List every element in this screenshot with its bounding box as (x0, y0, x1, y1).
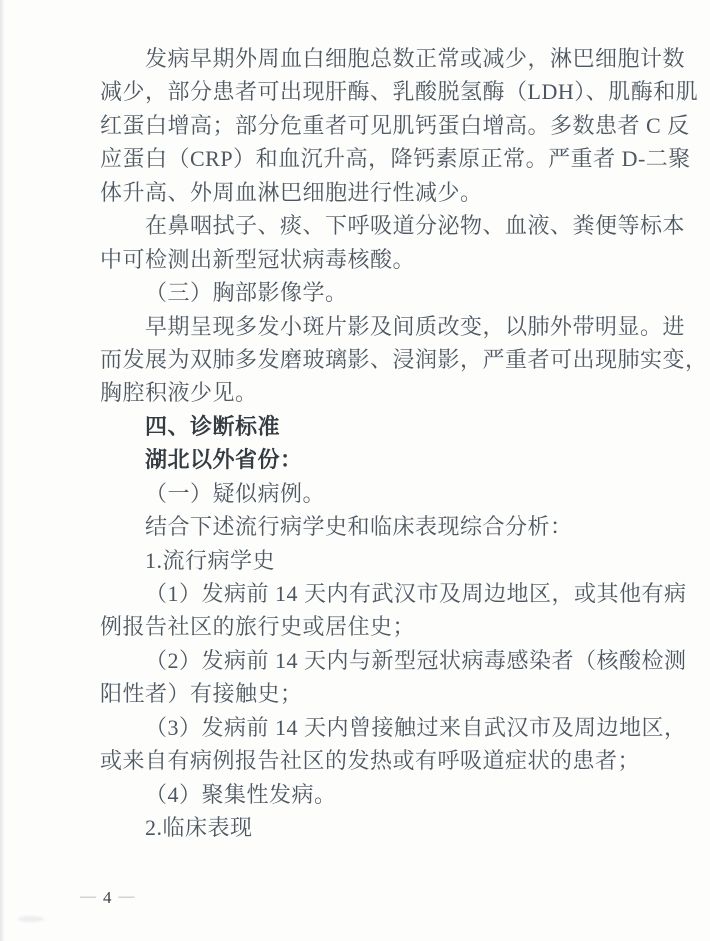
text-line: 中可检测出新型冠状病毒核酸。 (100, 246, 416, 272)
section-heading-outside-hubei: 湖北以外省份： (145, 447, 303, 473)
text-line: （2）发病前 14 天内与新型冠状病毒感染者（核酸检测 (145, 647, 687, 673)
section-heading-chest-imaging: （三）胸部影像学。 (145, 280, 348, 306)
document-page-body (100, 42, 708, 845)
section-heading-suspected-case: （一）疑似病例。 (145, 480, 326, 506)
footer-page-number: 4 (103, 888, 112, 907)
scan-smudge-artifact (18, 916, 44, 922)
section-heading-epidemiology-history: 1.流行病学史 (145, 547, 276, 573)
footer-dash-left: — (80, 888, 96, 905)
text-line: 阳性者）有接触史； (100, 681, 303, 707)
section-heading-clinical-manifestation: 2.临床表现 (145, 815, 253, 841)
text-line: 结合下述流行病学史和临床表现综合分析： (145, 514, 573, 540)
text-line: 而发展为双肺多发磨玻璃影、浸润影，严重者可出现肺实变， (100, 346, 708, 372)
section-heading-diagnostic-criteria: 四、诊断标准 (145, 413, 281, 439)
scan-edge-artifact (0, 0, 5, 941)
text-line: 体升高、外周血淋巴细胞进行性减少。 (100, 179, 483, 205)
text-line: 或来自有病例报告社区的发热或有呼吸道症状的患者； (100, 748, 641, 774)
text-line: 例报告社区的旅行史或居住史； (100, 614, 416, 640)
text-line: 发病早期外周血白细胞总数正常或减少，淋巴细胞计数 (145, 46, 686, 71)
text-line: 胸腔积液少见。 (100, 380, 258, 406)
text-line: （4）聚集性发病。 (145, 781, 337, 807)
text-line: 早期呈现多发小斑片影及间质改变，以肺外带明显。进 (145, 313, 686, 339)
text-line: 在鼻咽拭子、痰、下呼吸道分泌物、血液、粪便等标本 (145, 213, 686, 239)
page-number (80, 888, 135, 908)
text-line: 红蛋白增高；部分危重者可见肌钙蛋白增高。多数患者 C 反 (100, 112, 690, 138)
text-line: （3）发病前 14 天内曾接触过来自武汉市及周边地区， (145, 714, 687, 740)
text-line: （1）发病前 14 天内有武汉市及周边地区，或其他有病 (145, 581, 687, 606)
text-line: 应蛋白（CRP）和血沉升高，降钙素原正常。严重者 D-二聚 (100, 146, 691, 172)
text-line: 减少，部分患者可出现肝酶、乳酸脱氢酶（LDH）、肌酶和肌 (100, 79, 699, 105)
footer-dash-right: — (118, 888, 135, 905)
